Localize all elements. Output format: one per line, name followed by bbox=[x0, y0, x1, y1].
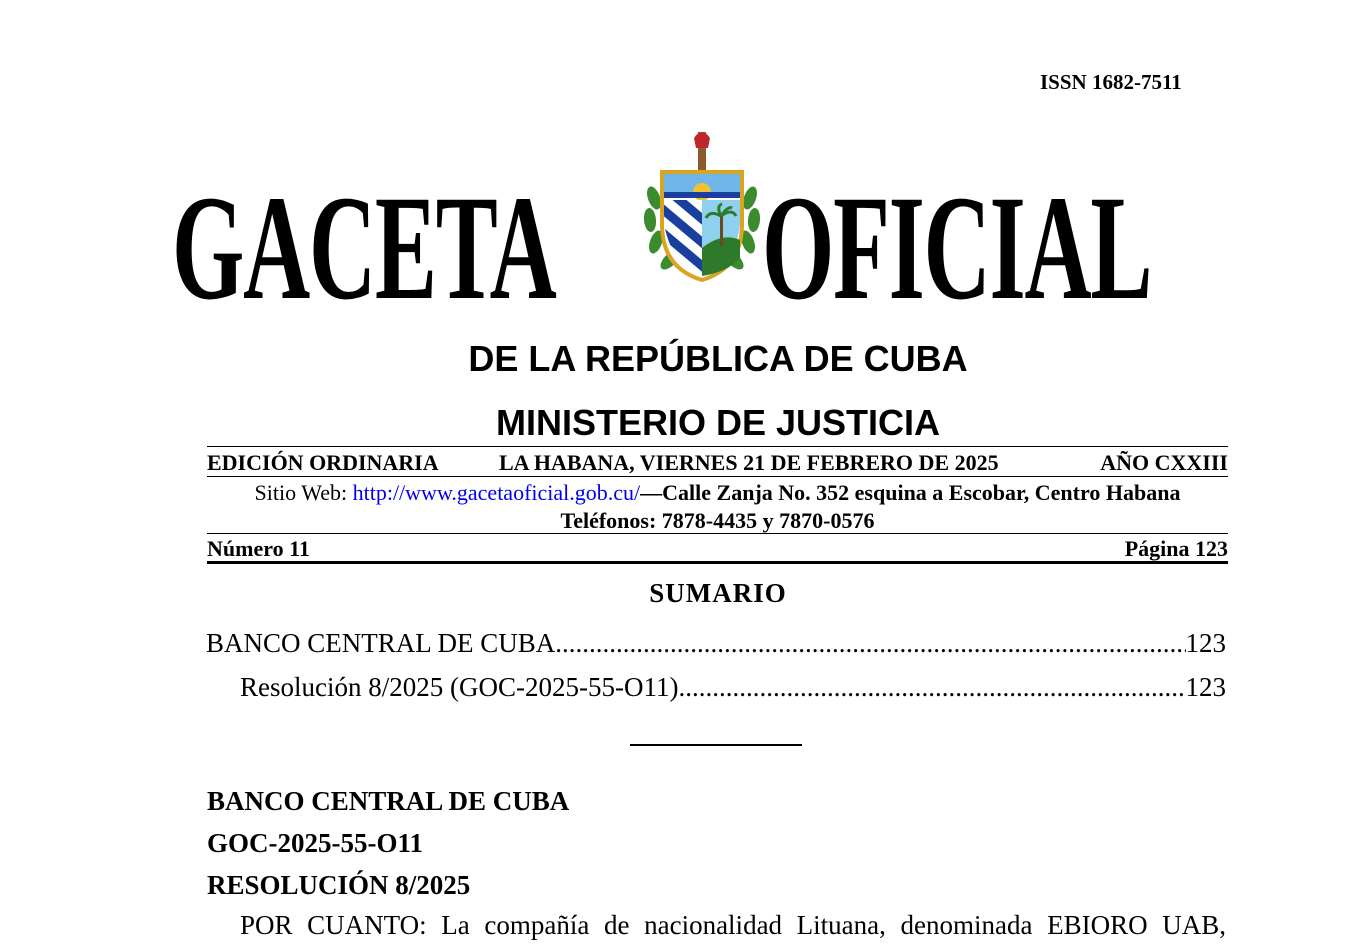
toc-entry-label: Resolución 8/2025 (GOC-2025-55-O11) bbox=[240, 672, 679, 702]
goc-code: GOC-2025-55-O11 bbox=[207, 828, 423, 858]
divider bbox=[207, 476, 1228, 477]
toc-leader-dots bbox=[555, 628, 1185, 659]
toc-entry-page: 123 bbox=[1185, 672, 1226, 702]
page-number: Página 123 bbox=[1124, 536, 1228, 561]
body-paragraph: POR CUANTO: La compañía de nacionalidad Lituana, denominada EBIORO UAB, bbox=[240, 910, 1226, 940]
resolution-title: RESOLUCIÓN 8/2025 bbox=[207, 870, 471, 900]
summary-title: SUMARIO bbox=[649, 578, 787, 608]
toc-entry[interactable] bbox=[206, 628, 1226, 659]
phone-numbers: Teléfonos: 7878-4435 y 7870-0576 bbox=[560, 508, 875, 533]
issue-number: Número 11 bbox=[207, 536, 310, 561]
masthead-gaceta: GACETA bbox=[172, 165, 556, 331]
masthead-oficial: OFICIAL bbox=[762, 165, 1152, 331]
institution-heading: BANCO CENTRAL DE CUBA bbox=[207, 786, 570, 816]
address: —Calle Zanja No. 352 esquina a Escobar, Centro Habana bbox=[640, 480, 1181, 505]
toc-entry[interactable] bbox=[240, 672, 1226, 703]
publication-year: AÑO CXXIII bbox=[1100, 450, 1228, 475]
edition-label: EDICIÓN ORDINARIA bbox=[207, 450, 439, 475]
dateline: LA HABANA, VIERNES 21 DE FEBRERO DE 2025 bbox=[499, 450, 999, 475]
divider bbox=[207, 446, 1228, 447]
divider-thick bbox=[207, 561, 1228, 564]
toc-leader-dots bbox=[678, 672, 1185, 703]
website-link[interactable]: http://www.gacetaoficial.gob.cu/ bbox=[352, 480, 641, 505]
masthead-subtitle: DE LA REPÚBLICA DE CUBA bbox=[468, 338, 968, 379]
coat-of-arms-icon bbox=[636, 128, 768, 288]
ministry-title: MINISTERIO DE JUSTICIA bbox=[495, 402, 941, 443]
contact-line bbox=[207, 480, 1228, 506]
divider bbox=[207, 533, 1228, 534]
issn-number: ISSN 1682-7511 bbox=[1040, 70, 1182, 94]
website-label: Sitio Web: bbox=[254, 480, 353, 505]
section-separator bbox=[630, 744, 802, 746]
toc-entry-label: BANCO CENTRAL DE CUBA bbox=[206, 628, 556, 658]
toc-entry-page: 123 bbox=[1185, 628, 1226, 658]
